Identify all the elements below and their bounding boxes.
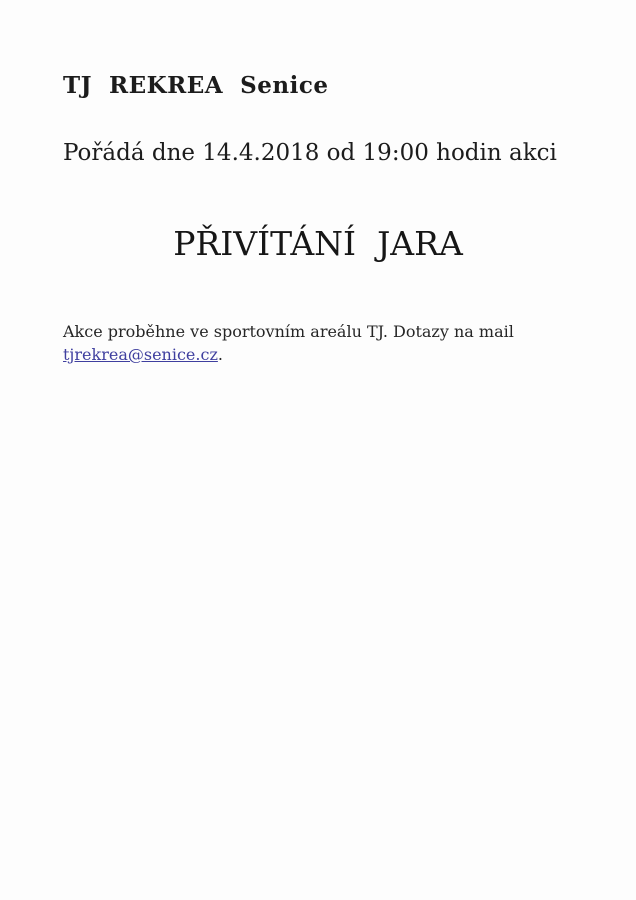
event-title: PŘIVÍTÁNÍ JARA [173, 224, 463, 263]
body-suffix: . [217, 345, 223, 364]
email-link[interactable]: tjrekrea@senice.cz [63, 345, 218, 364]
body-paragraph [63, 320, 583, 366]
event-intro-line: Pořádá dne 14.4.2018 od 19:00 hodin akci [63, 140, 557, 166]
organization-heading: TJ REKREA Senice [63, 72, 329, 99]
body-text-line: Akce proběhne ve sportovním areálu TJ. Dotazy na mail [63, 322, 514, 341]
